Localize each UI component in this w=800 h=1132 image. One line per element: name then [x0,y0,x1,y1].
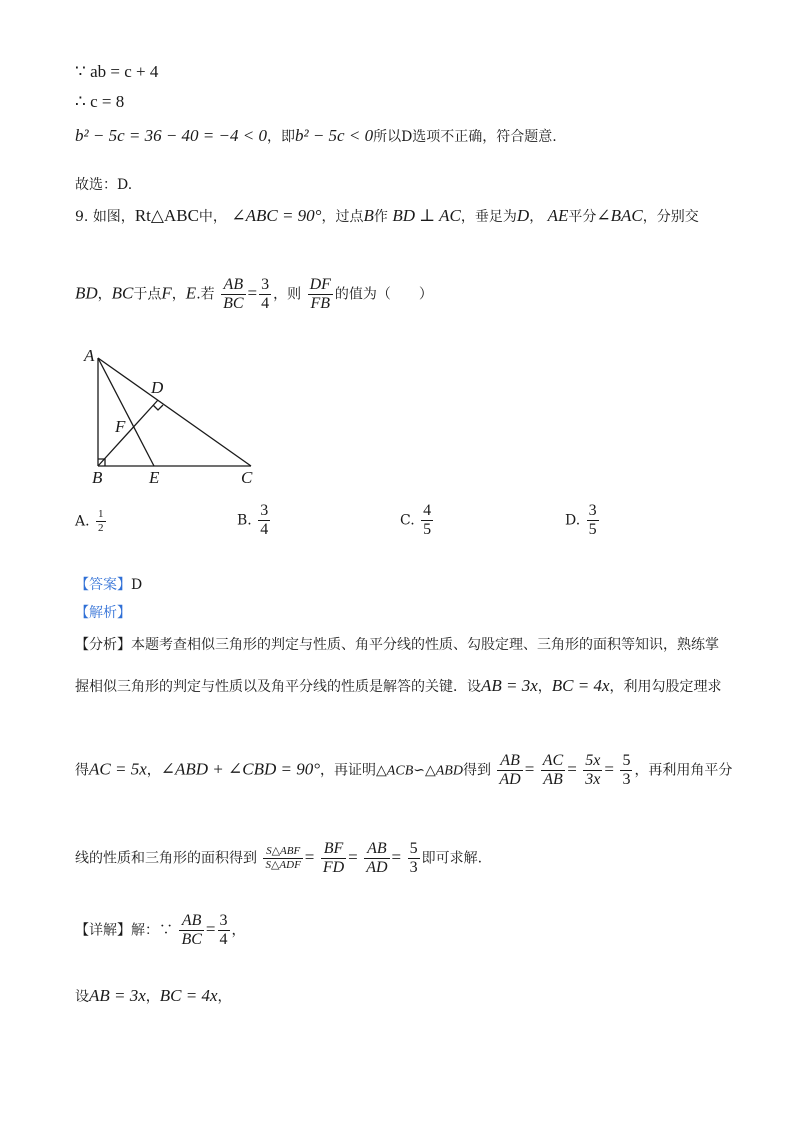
result-line: ∴ c = 8 [75,92,125,111]
given-line: ∵ ab = c + 4 [75,62,159,81]
analysis-line-4: 线的性质和三角形的面积得到 $\frac{\text{S△ABF}}{\text{S△ADF}}$ = $\frac{BF}{FD}$ = $\frac{AB}{AD}$ = $\frac{5}{3}$ 即可求解. [75,840,483,876]
conclusion-line: b² − 5c = 36 − 40 = −4 < 0，即b² − 5c < 0所以D选项不正确，符合题意. [75,126,557,145]
option-b[interactable]: B. $\frac{3}{4}$ [237,502,269,538]
analysis-line-1: 【分析】本题考查相似三角形的判定与性质、角平分线的性质、勾股定理、三角形的面积等知识，熟练掌 [75,637,719,653]
label-c: C [241,468,253,487]
ratio-ab-bc: $\frac{AB}{BC}$ [223,276,244,312]
ratio-value: $\frac{3}{4}$ [261,276,270,312]
segment-ac [98,358,251,466]
label-a: A [84,346,95,365]
ratio-df-fb: $\frac{DF}{FB}$ [309,276,331,312]
label-b: B [92,468,103,487]
answer-line: 【答案】D [75,577,143,593]
analysis-line-2: 握相似三角形的判定与性质以及角平分线的性质是解答的关键．设AB = 3x，BC = 4x，利用勾股定理求 [75,676,722,695]
segment-ae [98,358,154,466]
question-line-1: 9. 如图，Rt△ABC中， ∠ABC = 90°，过点B作 BD ⊥ AC，垂足为D， AE平分∠BAC，分别交 [75,206,699,225]
analysis-line-3: 得AC = 5x，∠ABD + ∠CBD = 90°，再证明△ACB∽△ABD得到 $\frac{AB}{AD}$ = $\frac{AC}{AB}$ = $\frac{5x}{3x}$ = $\frac{5}{3}$ ，再利用角平分 [75,752,733,788]
option-a[interactable]: A. $\frac{1}{2}$ [75,508,104,534]
option-c[interactable]: C. $\frac{4}{5}$ [400,502,432,538]
geometry-figure [75,340,275,490]
detail-line-1: 【详解】解：∵ $\frac{AB}{BC}$ = $\frac{3}{4}$ ， [75,912,246,948]
option-d[interactable]: D. $\frac{3}{5}$ [565,502,597,538]
analysis-tag: 【解析】 [75,605,131,621]
label-f: F [115,417,126,436]
label-e: E [149,468,160,487]
choice-line: 故选：D. [75,177,133,193]
right-angle-d [153,405,163,410]
detail-line-2: 设AB = 3x，BC = 4x， [75,986,232,1005]
question-line-2: BD，BC于点F，E.若 $\frac{AB}{BC}$ = $\frac{3}{4}$ ，则 $\frac{DF}{FB}$ 的值为（ ） [75,276,433,312]
label-d: D [151,378,164,397]
